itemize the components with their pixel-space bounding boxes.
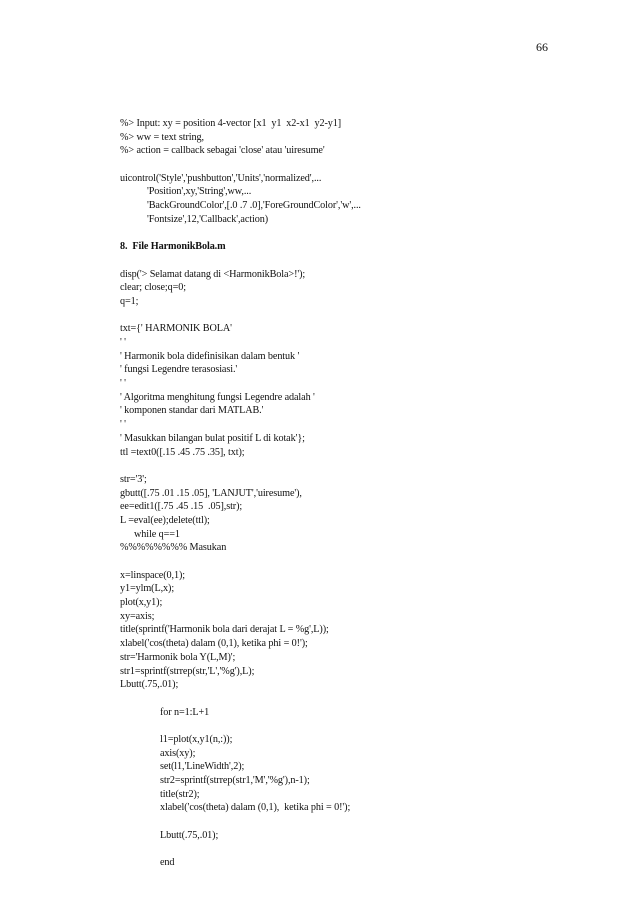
code-line: ' fungsi Legendre terasosiasi.' bbox=[120, 364, 238, 376]
code-line: title(str2); bbox=[160, 788, 200, 800]
code-line: Lbutt(.75,.01); bbox=[120, 679, 179, 691]
code-line: str='3'; bbox=[120, 473, 147, 485]
code-line: txt={' HARMONIK BOLA' bbox=[120, 323, 232, 335]
code-line: l1=plot(x,y1(n,:)); bbox=[160, 733, 233, 745]
blank-line bbox=[120, 227, 600, 241]
code-line: 'BackGroundColor',[.0 .7 .0],'ForeGroundColor','w',... bbox=[147, 200, 361, 212]
blank-line bbox=[120, 158, 600, 172]
code-line: xlabel('cos(theta) dalam (0,1), ketika phi = 0!'); bbox=[120, 638, 308, 650]
blank-line bbox=[120, 719, 600, 733]
code-line: 'Position',xy,'String',ww,... bbox=[147, 186, 252, 198]
code-line: %> ww = text string, bbox=[120, 131, 204, 143]
code-line: L =eval(ee);delete(ttl); bbox=[120, 514, 210, 526]
code-line: clear; close;q=0; bbox=[120, 282, 186, 294]
code-line: ' Harmonik bola didefinisikan dalam bentuk ' bbox=[120, 350, 300, 362]
page-number: 66 bbox=[536, 40, 548, 54]
code-line: ttl =text0([.15 .45 .75 .35], txt); bbox=[120, 446, 245, 458]
section-heading: 8. File HarmonikBola.m bbox=[120, 241, 226, 253]
code-line: %> action = callback sebagai 'close' atau 'uiresume' bbox=[120, 145, 325, 157]
code-line: x=linspace(0,1); bbox=[120, 569, 185, 581]
code-line: str='Harmonik bola Y(L,M)'; bbox=[120, 651, 236, 663]
code-line: ' ' bbox=[120, 337, 126, 348]
code-line: ' ' bbox=[120, 378, 126, 390]
blank-line bbox=[120, 309, 600, 323]
code-line: y1=ylm(L,x); bbox=[120, 583, 175, 595]
code-line: uicontrol('Style','pushbutton','Units','normalized',... bbox=[120, 172, 322, 184]
code-line: str2=sprintf(strrep(str1,'M','%g'),n-1); bbox=[160, 775, 310, 786]
code-line: disp('> Selamat datang di <HarmonikBola>!'); bbox=[120, 268, 306, 280]
blank-line bbox=[120, 842, 600, 856]
code-line: ' komponen standar dari MATLAB.' bbox=[120, 405, 264, 417]
code-line: xy=axis; bbox=[120, 610, 155, 622]
blank-line bbox=[120, 254, 600, 268]
blank-line bbox=[120, 459, 600, 473]
blank-line bbox=[120, 555, 600, 569]
code-line: ' ' bbox=[120, 419, 126, 431]
code-line: Lbutt(.75,.01); bbox=[160, 829, 219, 841]
code-line: end bbox=[160, 857, 175, 869]
code-line: while q==1 bbox=[134, 528, 180, 540]
code-listing bbox=[120, 117, 600, 870]
blank-line bbox=[120, 692, 600, 706]
code-line: axis(xy); bbox=[160, 747, 196, 759]
code-line: %> Input: xy = position 4-vector [x1 y1 x2-x1 y2-y1] bbox=[120, 118, 342, 129]
code-line: q=1; bbox=[120, 295, 139, 307]
code-line: %%%%%%%% Masukan bbox=[120, 542, 227, 554]
code-line: gbutt([.75 .01 .15 .05], 'LANJUT','uiresume'), bbox=[120, 487, 302, 499]
code-line: ' Algoritma menghitung fungsi Legendre adalah ' bbox=[120, 391, 315, 403]
code-line: plot(x,y1); bbox=[120, 597, 163, 609]
code-line: for n=1:L+1 bbox=[160, 706, 210, 718]
code-line: str1=sprintf(strrep(str,'L','%g'),L); bbox=[120, 665, 255, 677]
code-line: xlabel('cos(theta) dalam (0,1), ketika phi = 0!'); bbox=[160, 802, 351, 814]
code-line: title(sprintf('Harmonik bola dari derajat L = %g',L)); bbox=[120, 624, 329, 636]
code-line: ee=edit1([.75 .45 .15 .05],str); bbox=[120, 501, 243, 513]
blank-line bbox=[120, 815, 600, 829]
code-line: set(l1,'LineWidth',2); bbox=[160, 761, 245, 773]
code-line: ' Masukkan bilangan bulat positif L di kotak'}; bbox=[120, 432, 305, 444]
code-line: 'Fontsize',12,'Callback',action) bbox=[147, 213, 268, 225]
